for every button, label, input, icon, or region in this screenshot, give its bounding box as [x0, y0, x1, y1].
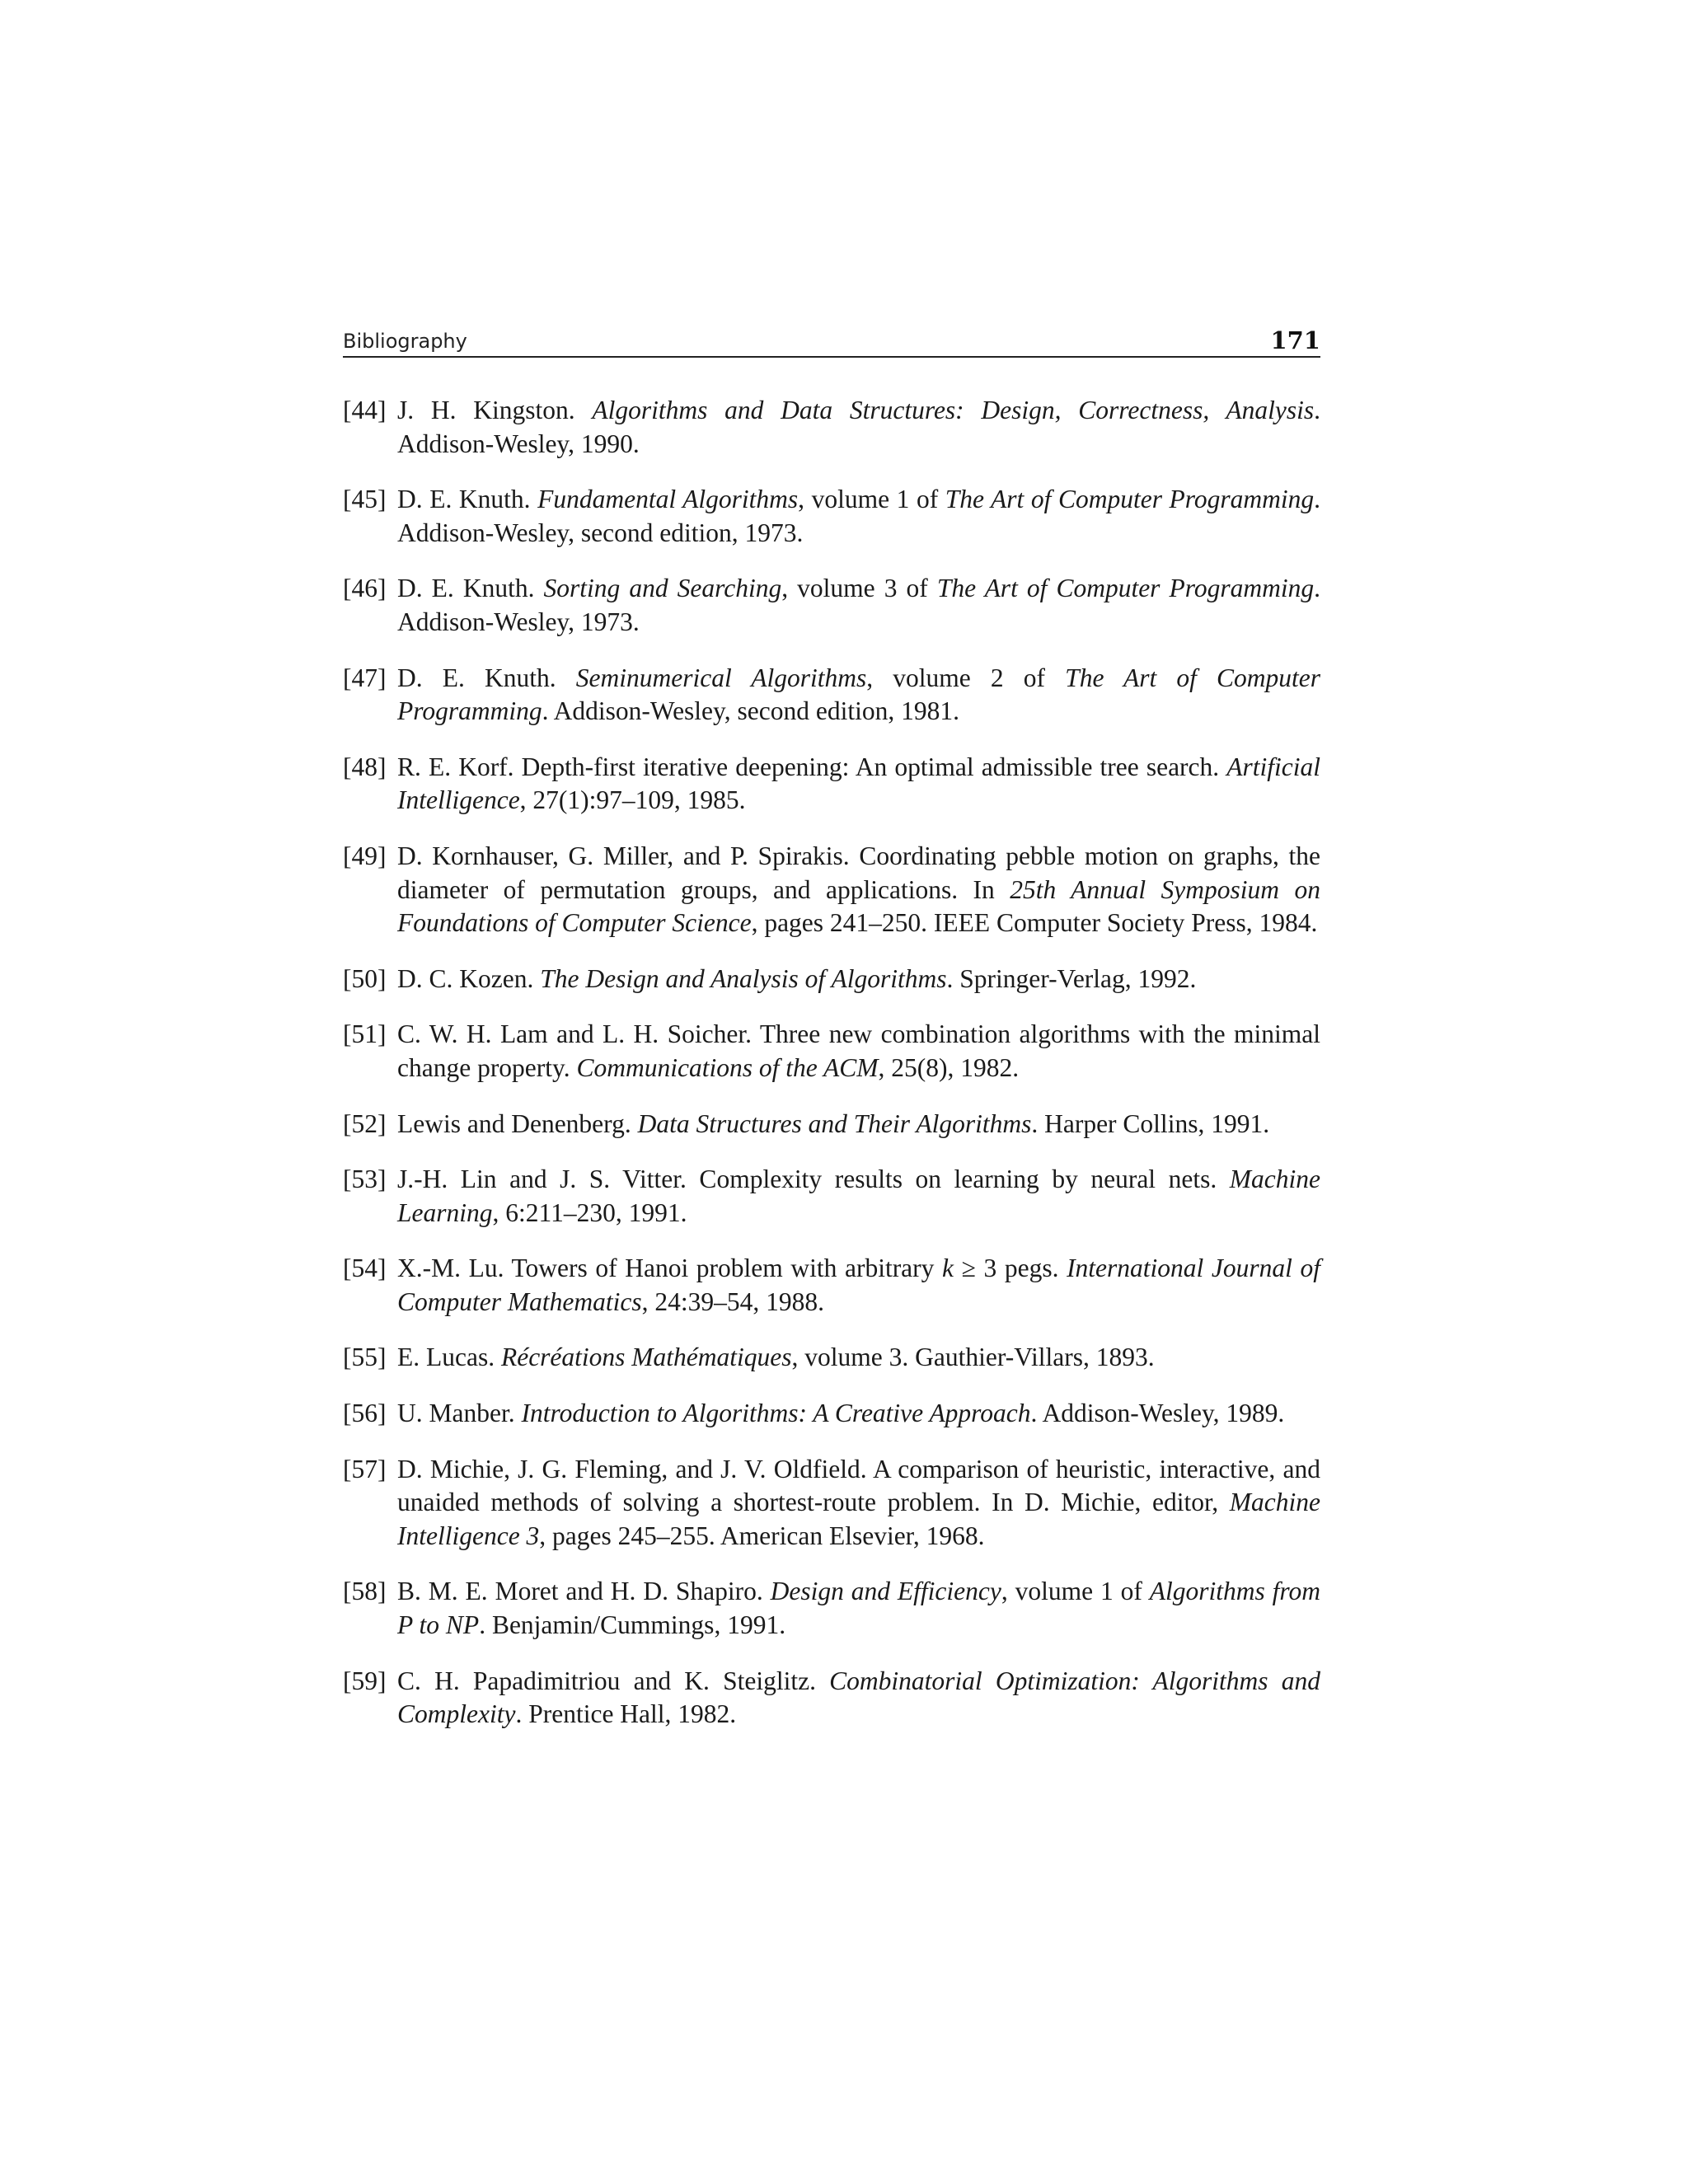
reference-entry — [343, 1397, 1320, 1431]
reference-number: [52] — [343, 1108, 387, 1138]
reference-entry — [343, 662, 1320, 729]
reference-text: B. M. E. Moret and H. D. Shapiro. — [397, 1577, 771, 1606]
reference-text: Lewis and Denenberg. — [397, 1108, 638, 1138]
reference-text: D. Michie, J. G. Fleming, and J. V. Oldfield. A comparison of heuristic, interactive, and unaided methods of solving a shortest-route problem. In D. Michie, editor, — [397, 1454, 1320, 1517]
reference-text: , 27(1):97–109, 1985. — [519, 785, 746, 815]
running-head — [343, 323, 1320, 358]
reference-italic-text: Seminumerical Algorithms — [575, 663, 867, 692]
reference-text: C. H. Papadimitriou and K. Steiglitz. — [397, 1666, 830, 1695]
reference-text: , volume 2 of — [866, 663, 1066, 692]
reference-entry — [343, 1018, 1320, 1085]
reference-entry — [343, 1453, 1320, 1554]
reference-text: , volume 3 of — [781, 574, 937, 603]
reference-text: , pages 241–250. IEEE Computer Society Press, 1984. — [751, 908, 1318, 938]
reference-text: E. Lucas. — [397, 1343, 501, 1372]
reference-italic-text: Algorithms and Data Structures: Design, Correctness, Analysis — [592, 396, 1315, 424]
reference-number: [51] — [343, 1019, 387, 1049]
reference-text: D. Kornhauser, G. Miller, and P. Spirakis. Coordinating pebble motion on graphs, the diameter of permutation groups, and applications. In — [397, 841, 1320, 904]
reference-italic-text: Algorithms from P to NP — [397, 1577, 1320, 1640]
reference-text: , 25(8), 1982. — [878, 1052, 1020, 1082]
reference-text: D. E. Knuth. — [397, 485, 538, 514]
reference-number: [59] — [343, 1666, 387, 1695]
reference-text: , 24:39–54, 1988. — [641, 1286, 824, 1316]
reference-italic-text: Design and Efficiency — [770, 1577, 1001, 1606]
reference-text: U. Manber. — [397, 1399, 522, 1428]
reference-text: . Springer-Verlag, 1992. — [946, 963, 1197, 993]
reference-italic-text: Machine Learning — [397, 1165, 1320, 1227]
reference-entry — [343, 394, 1320, 461]
reference-number: [49] — [343, 841, 387, 870]
reference-text: , volume 1 of — [798, 485, 945, 514]
reference-number: [53] — [343, 1165, 387, 1194]
reference-number: [44] — [343, 396, 387, 424]
reference-italic-text: Data Structures and Their Algorithms — [637, 1108, 1032, 1138]
reference-text: , 6:211–230, 1991. — [492, 1197, 687, 1227]
page-number: 171 — [1270, 326, 1320, 354]
running-head-section-title: Bibliography — [343, 330, 467, 353]
reference-text: . Benjamin/Cummings, 1991. — [479, 1610, 786, 1640]
reference-entry — [343, 1341, 1320, 1375]
reference-text: ≥ 3 pegs. — [954, 1254, 1067, 1283]
reference-number: [56] — [343, 1399, 387, 1428]
reference-italic-text: The Art of Computer Programming — [936, 574, 1315, 603]
reference-italic-text: Machine Intelligence 3 — [397, 1488, 1320, 1550]
reference-entry — [343, 483, 1320, 550]
reference-number: [55] — [343, 1343, 387, 1372]
reference-italic-text: The Design and Analysis of Algorithms — [540, 963, 947, 993]
reference-entry — [343, 751, 1320, 818]
reference-italic-text: Communications of the ACM — [576, 1052, 879, 1082]
reference-text: . Addison-Wesley, second edition, 1973. — [397, 485, 1320, 547]
reference-number: [47] — [343, 663, 387, 692]
reference-text: J.-H. Lin and J. S. Vitter. Complexity results on learning by neural nets. — [397, 1165, 1230, 1194]
reference-entry — [343, 1665, 1320, 1732]
reference-italic-text: Introduction to Algorithms: A Creative Approach — [521, 1399, 1031, 1428]
reference-italic-text: The Art of Computer Programming — [397, 663, 1320, 726]
reference-italic-text: Combinatorial Optimization: Algorithms and Complexity — [397, 1666, 1320, 1729]
reference-italic-text: k — [942, 1254, 954, 1283]
reference-entry — [343, 1108, 1320, 1141]
reference-italic-text: The Art of Computer Programming — [945, 485, 1315, 514]
bibliography-list — [343, 394, 1320, 1754]
reference-number: [48] — [343, 752, 387, 781]
reference-text: . Addison-Wesley, second edition, 1981. — [542, 696, 959, 726]
reference-italic-text: 25th Annual Symposium on Foundations of Computer Science — [397, 874, 1320, 938]
reference-text: . Addison-Wesley, 1990. — [397, 396, 1320, 458]
reference-italic-text: Récréations Mathématiques — [500, 1343, 792, 1372]
reference-text: . Harper Collins, 1991. — [1031, 1108, 1270, 1138]
reference-number: [46] — [343, 574, 387, 603]
reference-text: D. E. Knuth. — [397, 574, 544, 603]
reference-text: D. C. Kozen. — [397, 963, 541, 993]
reference-italic-text: Artificial Intelligence — [397, 752, 1320, 815]
reference-number: [54] — [343, 1254, 387, 1283]
reference-text: . Addison-Wesley, 1973. — [397, 574, 1320, 636]
reference-text: . Addison-Wesley, 1989. — [1030, 1399, 1285, 1428]
reference-entry — [343, 572, 1320, 639]
reference-entry — [343, 963, 1320, 996]
reference-number: [45] — [343, 485, 387, 514]
reference-entry — [343, 1252, 1320, 1319]
reference-italic-text: International Journal of Computer Mathematics — [397, 1254, 1320, 1316]
reference-entry — [343, 840, 1320, 940]
reference-text: . Prentice Hall, 1982. — [515, 1699, 737, 1729]
reference-italic-text: Sorting and Searching — [543, 574, 782, 603]
reference-text: J. H. Kingston. — [397, 396, 593, 424]
reference-entry — [343, 1163, 1320, 1230]
reference-text: , volume 1 of — [1001, 1577, 1150, 1606]
reference-text: X.-M. Lu. Towers of Hanoi problem with arbitrary — [397, 1254, 943, 1283]
reference-text: C. W. H. Lam and L. H. Soicher. Three new combination algorithms with the minimal change property. — [397, 1019, 1320, 1082]
reference-text: , volume 3. Gauthier-Villars, 1893. — [791, 1343, 1155, 1372]
reference-text: R. E. Korf. Depth-first iterative deepening: An optimal admissible tree search. — [397, 752, 1227, 781]
reference-number: [50] — [343, 963, 387, 993]
reference-text: D. E. Knuth. — [397, 663, 576, 692]
reference-italic-text: Fundamental Algorithms — [537, 485, 799, 514]
reference-number: [58] — [343, 1577, 387, 1606]
reference-text: , pages 245–255. American Elsevier, 1968. — [539, 1521, 985, 1550]
reference-number: [57] — [343, 1454, 387, 1483]
reference-entry — [343, 1575, 1320, 1642]
